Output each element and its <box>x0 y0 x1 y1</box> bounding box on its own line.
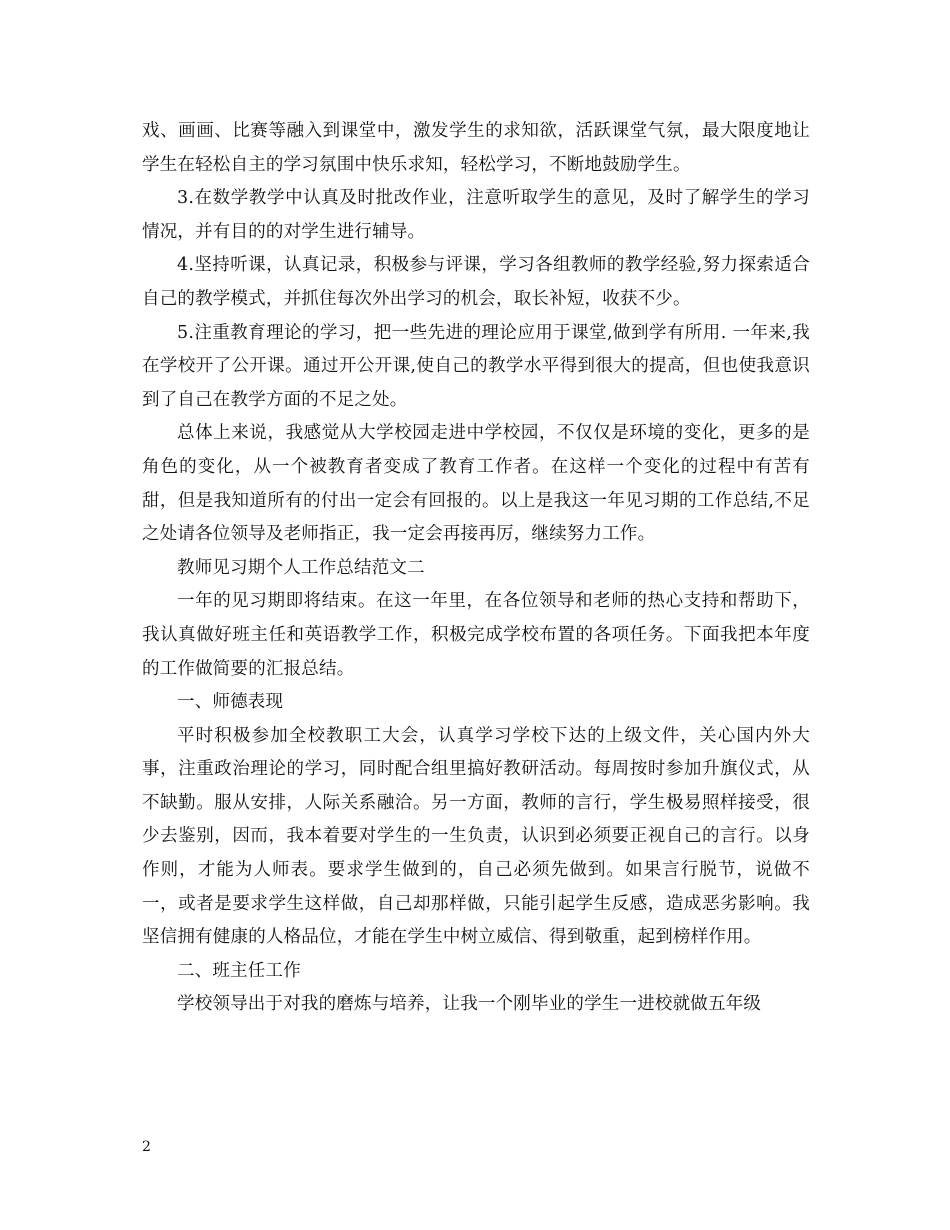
section-title: 教师见习期个人工作总结范文二 <box>177 557 425 578</box>
heading-ethics: 一、师德表现 <box>177 692 284 713</box>
paragraph-7: 一年的见习期即将结束。在这一年里，在各位领导和老师的热心支持和帮助下，我认真做好班主任和英语教学工作，积极完成学校布置的各项任务。下面我把本年度的工作做简要的汇报总结。 <box>142 591 810 679</box>
paragraph-4: 5.注重教育理论的学习，把一些先进的理论应用于课堂,做到学有所用. 一年来,我在学校开了公开课。通过开公开课,使自己的教学水平得到很大的提高，但也使我意识到了自己在教学方面的不足之处。 <box>142 322 810 410</box>
heading-class-teacher: 二、班主任工作 <box>177 960 301 981</box>
paragraph-5: 总体上来说，我感觉从大学校园走进中学校园，不仅仅是环境的变化，更多的是角色的变化，从一个被教育者变成了教育工作者。在这样一个变化的过程中有苦有甜，但是我知道所有的付出一定会有回报的。以上是我这一年见习期的工作总结,不足之处请各位领导及老师指正，我一定会再接再厉，继续努力工作。 <box>142 423 810 545</box>
paragraph-9: 平时积极参加全校教职工大会，认真学习学校下达的上级文件，关心国内外大事，注重政治理论的学习，同时配合组里搞好教研活动。每周按时参加升旗仪式，从不缺勤。服从安排，人际关系融洽。另一方面，教师的言行，学生极易照样接受，很少去鉴别，因而，我本着要对学生的一生负责，认识到必须要正视自己的言行。以身作则，才能为人师表。要求学生做到的，自己必须先做到。如果言行脱节，说做不一，或者是要求学生这样做，自己却那样做，只能引起学生反感，造成恶劣影响。我坚信拥有健康的人格品位，才能在学生中树立威信、得到敬重，起到榜样作用。 <box>142 725 810 948</box>
document-body <box>142 115 810 1022</box>
paragraph-3: 4.坚持听课，认真记录，积极参与评课，学习各组教师的教学经验,努力探索适合自己的教学模式，并抓住每次外出学习的机会，取长补短，收获不少。 <box>142 255 810 309</box>
page-number: 2 <box>142 1139 151 1155</box>
paragraph-1: 戏、画画、比赛等融入到课堂中，激发学生的求知欲，活跃课堂气氛，最大限度地让学生在轻松自主的学习氛围中快乐求知，轻松学习，不断地鼓励学生。 <box>142 121 810 175</box>
paragraph-11: 学校领导出于对我的磨炼与培养，让我一个刚毕业的学生一进校就做五年级 <box>177 994 762 1015</box>
paragraph-2: 3.在数学教学中认真及时批改作业，注意听取学生的意见，及时了解学生的学习情况，并有目的的对学生进行辅导。 <box>142 188 810 242</box>
